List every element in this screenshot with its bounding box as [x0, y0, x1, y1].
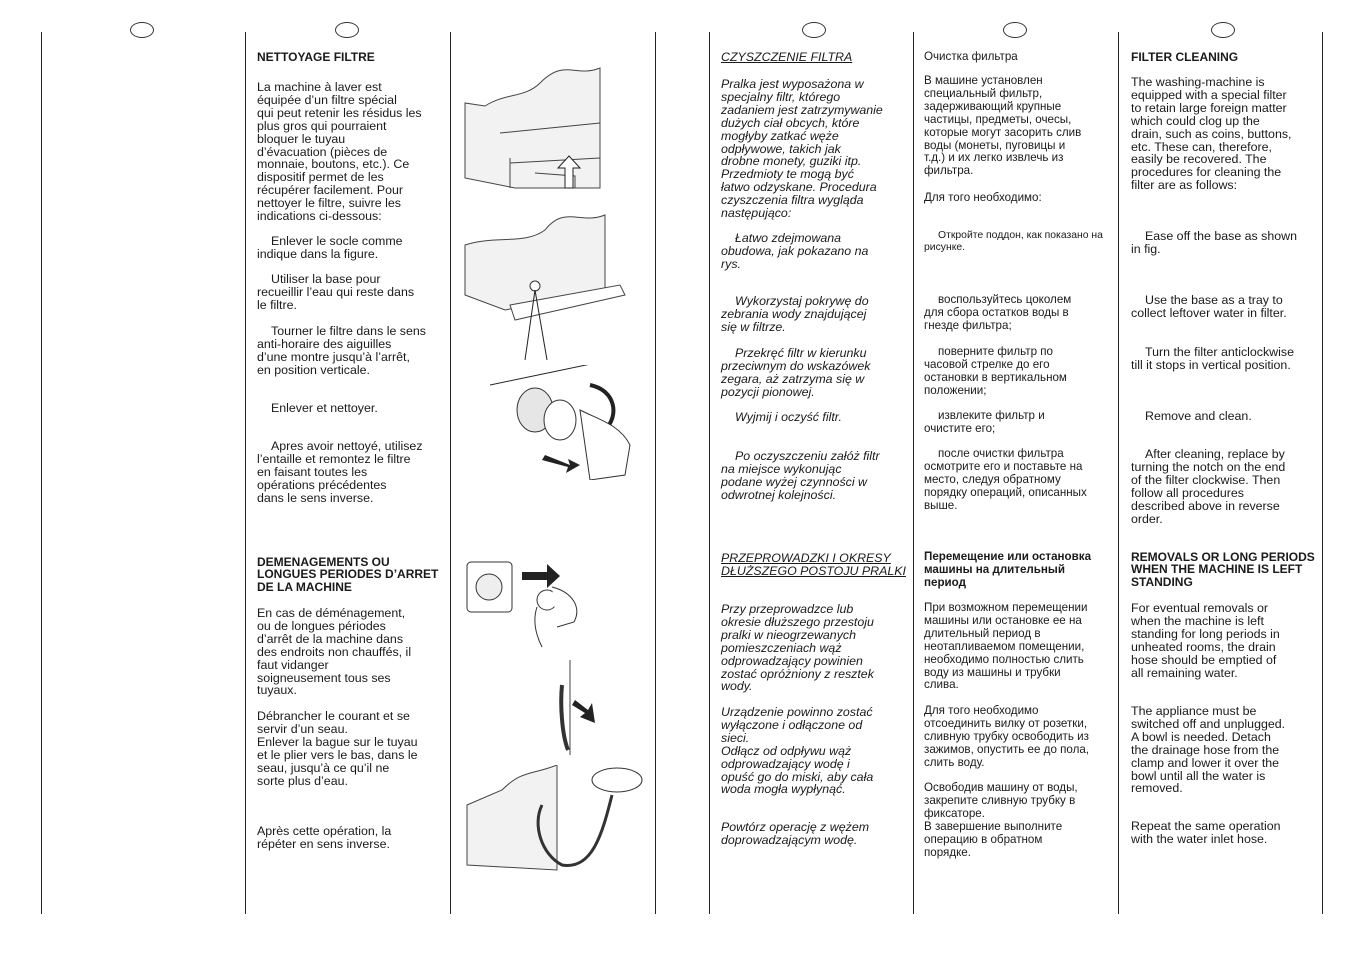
moving-paragraph-2: Débrancher le courant et se servir d’un seau. Enlever la bague sur le tuyau et le plier vers le bas, dans le seau, jusqu’à ce qu’il ne sorte plus d’eau. [257, 709, 418, 788]
language-marker-oval [130, 22, 154, 38]
moving-paragraph-3: Освободив машину от воды, закрепите сливную трубку в фиксаторе. В завершение выполните операцию в обратном порядке. [924, 781, 1078, 859]
step-2: Use the base as a tray to collect leftover water in filter. [1131, 293, 1287, 320]
step-4: Remove and clean. [1145, 409, 1252, 423]
filter-turning-illustration [490, 365, 640, 480]
russian-column [924, 0, 1112, 954]
filter-intro: La machine à laver est équipée d’un filtre spécial qui peut retenir les résidus les plus gros qui pourraient bloquer le tuyau d’évacuation (pièces de monnaie, boutons, etc.). Ce dispositif permet de les récupérer facilement. Pour nettoyer le filtre, suivre les indications ci-dessous: [257, 80, 422, 224]
french-column [257, 0, 442, 954]
section-title-moving: Перемещение или остановка машины на длительный период [924, 550, 1092, 589]
step-1: Откройте поддон, как показано на рисунке. [924, 230, 1103, 253]
step-3: поверните фильтр по часовой стрелке до его остановки в вертикальном положении; [924, 345, 1067, 397]
moving-paragraph-1: При возможном перемещении машины или остановке ее на длительный период в неотапливаемом помещении, необходимо полностью слить воду из машины и трубки слива. [924, 601, 1088, 692]
moving-paragraph-1: For eventual removals or when the machine is left standing for long periods in unheated rooms, the drain hose should be emptied of all remaining water. [1131, 601, 1280, 680]
moving-paragraph-2: The appliance must be switched off and unplugged. A bowl is needed. Detach the drainage hose from the clamp and lower it over the bowl until all the water is removed. [1131, 704, 1286, 796]
filter-intro: В машине установлен специальный фильтр, задерживающий крупные частицы, предметы, очесы, которые могут засорить слив воды (монеты, пуговицы и т.д.) и их легко извлечь из фильтра. [924, 74, 1082, 178]
section-title-moving: REMOVALS OR LONG PERIODS WHEN THE MACHINE IS LEFT STANDING [1131, 550, 1315, 589]
step-1: Łatwo zdejmowana obudowa, jak pokazano na rys. [721, 231, 869, 271]
step-3: Tourner le filtre dans le sens anti-horaire des aiguilles d’une montre jusqu’à l’arrêt, en position verticale. [257, 324, 426, 377]
moving-paragraph-3: Powtórz operację z wężem doprowadzającym wodę. [721, 820, 870, 847]
moving-paragraph-2: Для того необходимо отсоединить вилку от розетки, сливную трубку освободить из зажимов, опустить ее до пола, слить воду. [924, 704, 1090, 769]
step-1: Enlever le socle comme indique dans la figure. [257, 234, 403, 261]
step-4: извлеките фильтр и очистите его; [924, 409, 1045, 435]
filter-intro: Pralka jest wyposażona w specjalny filtr, którego zadaniem jest zatrzymywanie dużych ciał obcych, które mogłyby zatkać węże odpływowe, takich jak drobne monety, guziki itp. Przedmioty te mogą być łatwo odzyskane. Procedura czyszczenia filtra wygląda następująco: [721, 77, 883, 221]
step-5: Po oczyszczeniu załóż filtr na miejsce wykonując podane wyżej czynności w odwrotnej kolejności. [721, 449, 880, 502]
drain-bowl-illustration [462, 765, 647, 875]
column-divider [1118, 32, 1119, 914]
column-divider [655, 32, 656, 914]
hose-lowering-illustration [540, 655, 610, 765]
polish-column [721, 0, 906, 954]
unplug-illustration [462, 552, 602, 652]
step-5: After cleaning, replace by turning the notch on the end of the filter clockwise. Then follow all procedures described above in reverse order. [1131, 447, 1286, 526]
moving-paragraph-3: Repeat the same operation with the water inlet hose. [1131, 819, 1281, 846]
column-divider [41, 32, 42, 914]
filter-intro-2: Для того необходимо: [924, 191, 1042, 204]
section-title-moving: PRZEPROWADZKI I OKRESY DŁUŻSZEGO POSTOJU PRALKI [721, 551, 906, 578]
section-title-filter: FILTER CLEANING [1131, 50, 1239, 64]
filter-intro: The washing-machine is equipped with a special filter to retain large foreign matter which could clog up the drain, such as coins, buttons, etc. These can, therefore, easily be recovered. The procedures for cleaning the filter are as follows: [1131, 75, 1292, 193]
step-3: Turn the filter anticlockwise till it stops in vertical position. [1131, 345, 1294, 372]
moving-paragraph-1: Przy przeprowadzce lub okresie dłuższego przestoju pralki w nieogrzewanych pomieszczeniach wąż odprowadzający powinien zostać opróżniony z resztek wody. [721, 602, 874, 694]
step-2: Utiliser la base pour recueillir l’eau qui reste dans le filtre. [257, 272, 415, 312]
moving-paragraph-1: En cas de déménagement, ou de longues périodes d’arrêt de la machine dans des endroits non chauffés, il faut vidanger soigneusement tous ses tuyaux. [257, 606, 412, 698]
step-5: после очистки фильтра осмотрите его и поставьте на место, следуя обратному порядку операций, описанных выше. [924, 447, 1087, 512]
section-title-moving: DEMENAGEMENTS OU LONGUES PERIODES D’ARRET DE LA MACHINE [257, 555, 439, 594]
step-4: Enlever et nettoyer. [271, 401, 378, 415]
base-removal-illustration [455, 48, 650, 198]
filter-tray-illustration [455, 210, 650, 370]
column-divider [245, 32, 246, 914]
step-5: Apres avoir nettoyé, utilisez l’entaille et remontez le filtre en faisant toutes les opérations précédentes dans le sens inverse. [257, 439, 423, 505]
section-title-filter: NETTOYAGE FILTRE [257, 50, 375, 64]
english-column [1131, 0, 1317, 954]
section-title-filter: Очистка фильтра [924, 50, 1018, 63]
moving-paragraph-2: Urządzenie powinno zostać wyłączone i odłączone od sieci. Odłącz od odpływu wąż odprowadzający wodę i opuść go do miski, aby cała woda mogła wypłynąć. [721, 705, 874, 797]
step-3: Przekręć filtr w kierunku przeciwnym do wskazówek zegara, aż zatrzyma się w pozycji pionowej. [721, 346, 871, 399]
step-2: Wykorzystaj pokrywę do zebrania wody znajdującej się w filtrze. [721, 294, 869, 334]
section-title-filter: CZYSZCZENIE FILTRA [721, 50, 853, 64]
step-2: воспользуйтесь цоколем для сбора остатков воды в гнезде фильтра; [924, 293, 1072, 332]
column-divider [709, 32, 710, 914]
step-4: Wyjmij i oczyść filtr. [735, 410, 842, 424]
step-1: Ease off the base as shown in fig. [1131, 229, 1298, 256]
column-divider [1322, 32, 1323, 914]
moving-paragraph-3: Après cette opération, la répéter en sens inverse. [257, 824, 392, 851]
column-divider [450, 32, 451, 914]
column-divider [913, 32, 914, 914]
